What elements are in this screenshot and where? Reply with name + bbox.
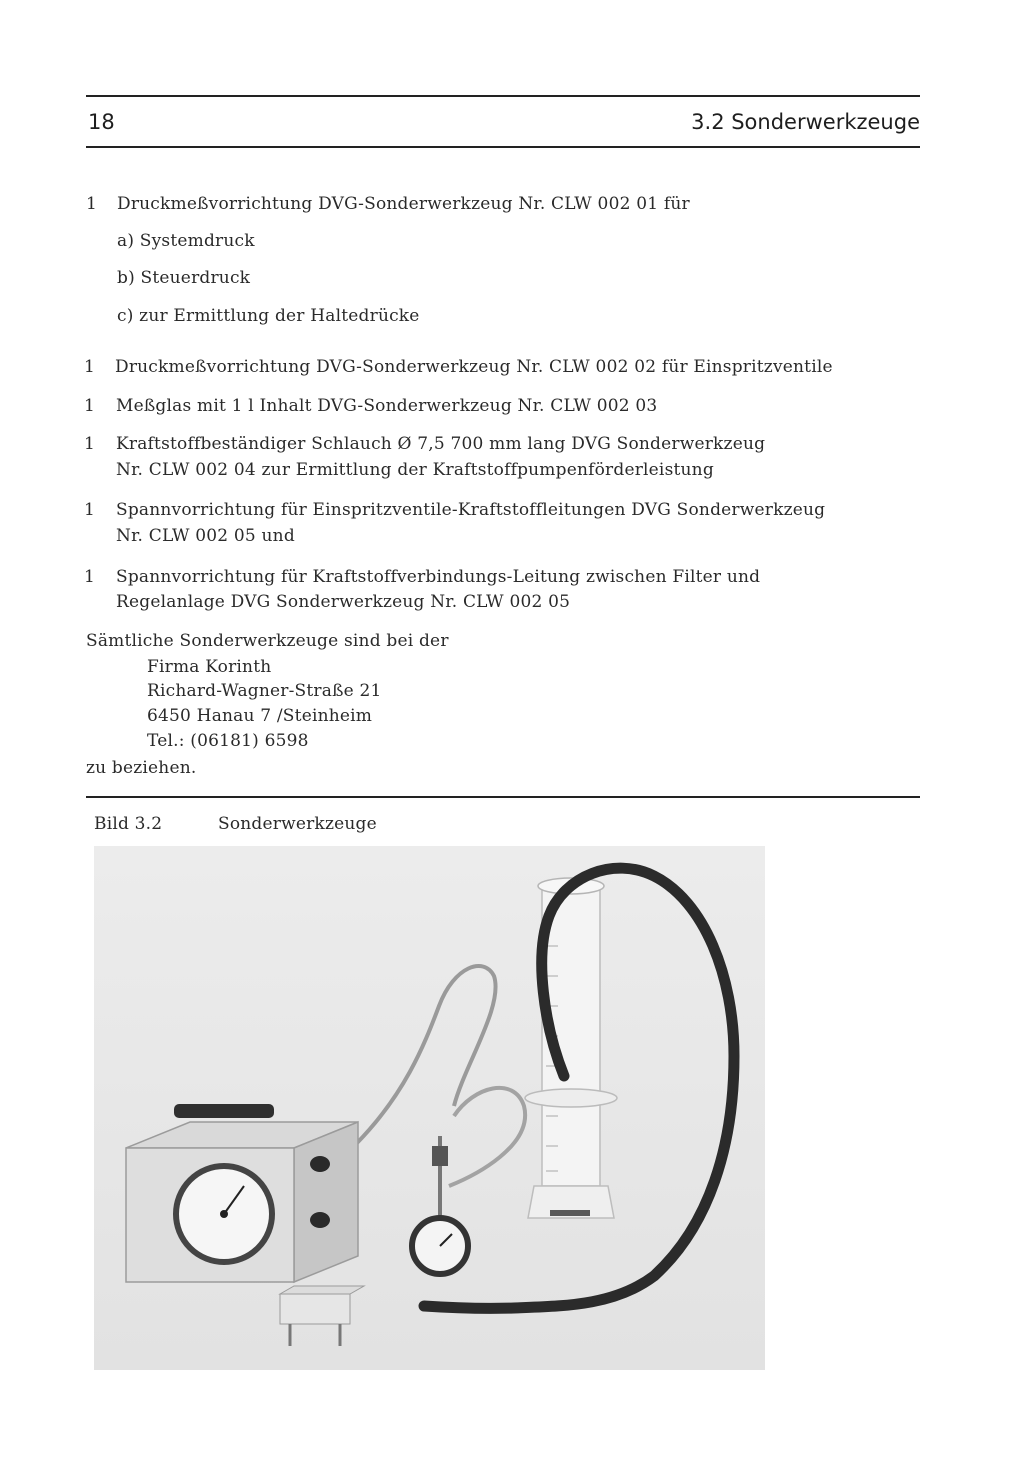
item-quantity: 1 — [84, 357, 96, 377]
supplier-line: Firma Korinth — [147, 657, 272, 677]
supplier-intro: Sämtliche Sonderwerkzeuge sind bei der — [86, 631, 449, 651]
item-quantity: 1 — [84, 434, 96, 454]
supplier-line: 6450 Hanau 7 /Steinheim — [147, 706, 373, 726]
figure-photo — [94, 846, 765, 1370]
figure-label: Bild 3.2 — [94, 814, 163, 834]
header-bottom-rule — [86, 146, 920, 148]
item-text-continued: Nr. CLW 002 05 und — [116, 526, 295, 546]
supplier-outro: zu beziehen. — [86, 758, 197, 778]
supplier-line: Tel.: (06181) 6598 — [147, 731, 309, 751]
figure-rule — [86, 796, 920, 798]
item-quantity: 1 — [84, 500, 96, 520]
special-tools-illustration — [94, 846, 765, 1370]
sub-item: b) Steuerdruck — [117, 268, 251, 288]
item-text: Spannvorrichtung für Einspritzventile-Kraftstoffleitungen DVG Sonderwerkzeug — [116, 500, 826, 520]
item-text-continued: Nr. CLW 002 04 zur Ermittlung der Kraftstoffpumpenförderleistung — [116, 460, 714, 480]
item-quantity: 1 — [84, 567, 96, 587]
sub-item: c) zur Ermittlung der Haltedrücke — [117, 306, 420, 326]
item-text: Kraftstoffbeständiger Schlauch Ø 7,5 700 mm lang DVG Sonderwerkzeug — [116, 434, 766, 454]
section-title: 3.2 Sonderwerkzeuge — [691, 110, 920, 134]
item-quantity: 1 — [86, 194, 98, 214]
supplier-line: Richard-Wagner-Straße 21 — [147, 681, 382, 701]
page-number: 18 — [88, 110, 115, 134]
sub-item: a) Systemdruck — [117, 231, 255, 251]
header-top-rule — [86, 95, 920, 97]
item-text: Spannvorrichtung für Kraftstoffverbindungs-Leitung zwischen Filter und — [116, 567, 761, 587]
item-text: Druckmeßvorrichtung DVG-Sonderwerkzeug Nr. CLW 002 02 für Einspritzventile — [115, 357, 833, 377]
item-text-continued: Regelanlage DVG Sonderwerkzeug Nr. CLW 002 05 — [116, 592, 571, 612]
item-text: Meßglas mit 1 l Inhalt DVG-Sonderwerkzeug Nr. CLW 002 03 — [116, 396, 658, 416]
figure-caption: Sonderwerkzeuge — [218, 814, 377, 834]
item-text: Druckmeßvorrichtung DVG-Sonderwerkzeug Nr. CLW 002 01 für — [117, 194, 690, 214]
item-quantity: 1 — [84, 396, 96, 416]
